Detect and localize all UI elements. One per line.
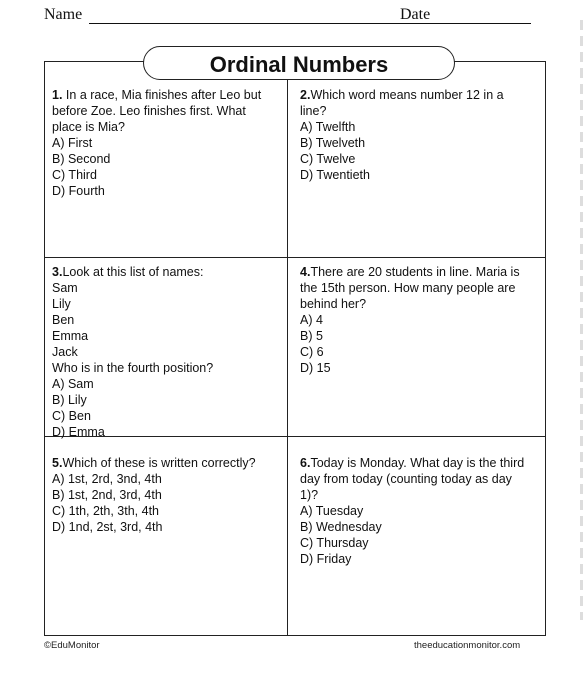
option-c[interactable]: C) Third <box>52 168 97 182</box>
option-c[interactable]: C) Twelve <box>300 152 356 166</box>
option-d[interactable]: D) Fourth <box>52 184 105 198</box>
question-text: the 15th person. How many people are <box>300 281 516 295</box>
question-text: before Zoe. Leo finishes first. What <box>52 104 246 118</box>
question-4 <box>300 264 520 376</box>
option-d[interactable]: D) Emma <box>52 425 105 439</box>
option-d[interactable]: D) 15 <box>300 361 331 375</box>
option-a[interactable]: A) Tuesday <box>300 504 364 518</box>
option-c[interactable]: C) 6 <box>300 345 324 359</box>
grid-divider-vertical <box>287 61 288 636</box>
question-text: There are 20 students in line. Maria is <box>310 265 520 279</box>
option-d[interactable]: D) Twentieth <box>300 168 370 182</box>
question-text: In a race, Mia finishes after Leo but <box>65 88 262 102</box>
question-2 <box>300 87 504 183</box>
footer-website: theeducationmonitor.com <box>414 640 521 651</box>
question-text: Who is in the fourth position? <box>52 361 214 375</box>
date-label: Date <box>400 6 431 23</box>
question-text: 1)? <box>300 488 319 502</box>
option-c[interactable]: C) 1th, 2th, 3th, 4th <box>52 504 160 518</box>
question-text: Which of these is written correctly? <box>62 456 256 470</box>
page-title: Ordinal Numbers <box>143 46 455 80</box>
question-number: 6. <box>300 456 311 470</box>
question-5 <box>52 455 256 535</box>
option-b[interactable]: B) Wednesday <box>300 520 382 534</box>
page-edge-decoration <box>580 20 583 620</box>
list-name: Sam <box>52 281 78 295</box>
option-c[interactable]: C) Thursday <box>300 536 369 550</box>
question-6 <box>300 455 524 567</box>
question-number: 4. <box>300 265 311 279</box>
option-b[interactable]: B) Second <box>52 152 111 166</box>
option-c[interactable]: C) Ben <box>52 409 91 423</box>
option-a[interactable]: A) First <box>52 136 93 150</box>
option-d[interactable]: D) 1nd, 2st, 3rd, 4th <box>52 520 163 534</box>
name-field[interactable] <box>89 23 395 24</box>
date-field[interactable] <box>395 23 531 24</box>
list-name: Emma <box>52 329 89 343</box>
question-text: Look at this list of names: <box>62 265 204 279</box>
list-name: Lily <box>52 297 71 311</box>
option-d[interactable]: D) Friday <box>300 552 352 566</box>
question-text: behind her? <box>300 297 367 311</box>
question-1 <box>52 87 261 199</box>
option-a[interactable]: A) Twelfth <box>300 120 356 134</box>
option-b[interactable]: B) Lily <box>52 393 87 407</box>
list-name: Ben <box>52 313 75 327</box>
question-number: 5. <box>52 456 63 470</box>
question-number: 2. <box>300 88 311 102</box>
name-label: Name <box>44 6 83 23</box>
option-a[interactable]: A) Sam <box>52 377 94 391</box>
question-text: place is Mia? <box>52 120 125 134</box>
question-text: day from today (counting today as day <box>300 472 512 486</box>
option-b[interactable]: B) 5 <box>300 329 323 343</box>
list-name: Jack <box>52 345 78 359</box>
option-a[interactable]: A) 4 <box>300 313 323 327</box>
question-number: 3. <box>52 265 63 279</box>
question-text: line? <box>300 104 327 118</box>
grid-divider-horizontal-1 <box>44 257 546 258</box>
option-a[interactable]: A) 1st, 2rd, 3nd, 4th <box>52 472 162 486</box>
footer-copyright: ©EduMonitor <box>44 640 100 651</box>
question-3 <box>52 264 213 440</box>
question-number: 1. <box>52 88 63 102</box>
worksheet-header <box>44 6 534 28</box>
question-text: Which word means number 12 in a <box>310 88 504 102</box>
option-b[interactable]: B) Twelveth <box>300 136 366 150</box>
question-text: Today is Monday. What day is the third <box>310 456 525 470</box>
option-b[interactable]: B) 1st, 2nd, 3rd, 4th <box>52 488 162 502</box>
